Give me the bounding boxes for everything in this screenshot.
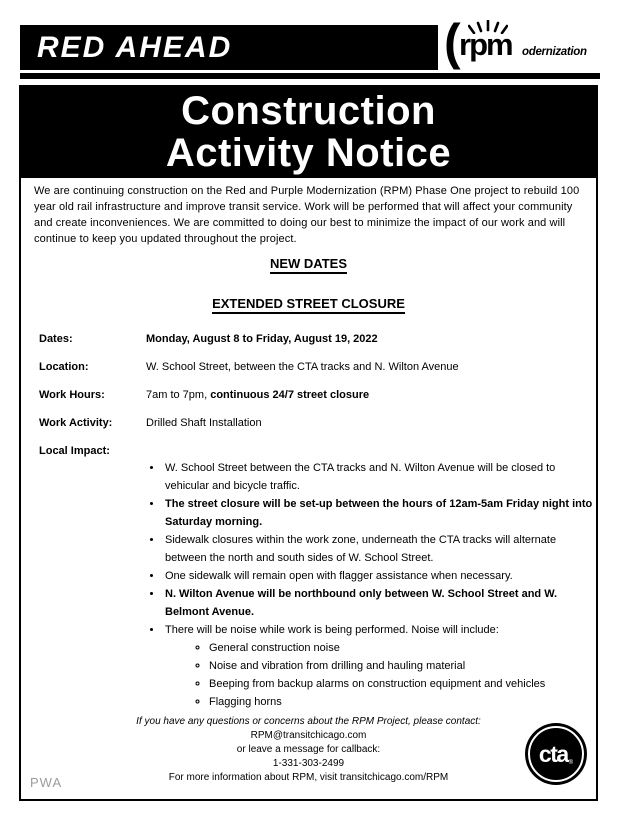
- impact-item: • One sidewalk will remain open with flagger assistance when necessary.: [163, 567, 593, 585]
- header-rule: [20, 73, 600, 79]
- red-ahead-logo: RED AHEAD: [37, 30, 233, 64]
- notice-title-banner: [21, 87, 596, 178]
- noise-item: ◦ General construction noise: [209, 639, 593, 657]
- heading-new-dates: NEW DATES: [21, 256, 596, 271]
- notice-title-line2: Activity Notice: [165, 131, 452, 175]
- contact-email: RPM@transitchicago.com: [250, 730, 367, 741]
- noise-sub-list: [165, 639, 593, 711]
- field-work-hours: [39, 389, 586, 402]
- impact-item: • Sidewalk closures within the work zone, underneath the CTA tracks will alternate between the north and south sides of W. School Street.: [163, 531, 593, 567]
- field-label: Local Impact:: [39, 445, 110, 457]
- cta-wordmark: cta: [538, 740, 568, 767]
- cta-logo: [525, 723, 587, 785]
- contact-phone: 1-331-303-2499: [272, 758, 345, 769]
- pwa-watermark: PWA: [30, 775, 63, 790]
- contact-intro: If you have any questions or concerns about the RPM Project, please contact:: [136, 716, 481, 727]
- cta-ring: [528, 726, 584, 782]
- noise-item: ◦ Beeping from backup alarms on construction equipment and vehicles: [209, 675, 593, 693]
- field-label: Work Hours:: [39, 389, 105, 401]
- notice-title-line1: Construction: [181, 89, 436, 133]
- field-label: Work Activity:: [39, 417, 113, 429]
- impact-list: [21, 459, 593, 711]
- field-value: 7am to 7pm, continuous 24/7 street closure: [146, 389, 370, 401]
- intro-paragraph: We are continuing construction on the Red and Purple Modernization (RPM) Phase One project to rebuild 100 year old rail infrastructure and improve transit service. Work will be performed that will affect your community and create inconveniences. We are committed to doing our best to minimize the impact of our work and will continue to keep you updated throughout the project.: [34, 185, 580, 245]
- detail-fields: [39, 333, 586, 473]
- field-label: Location:: [39, 361, 89, 373]
- field-location: [39, 361, 586, 374]
- impact-item-noise: • There will be noise while work is being performed. Noise will include: ◦ General construction noise ◦ Noise and vibration from drilling and hauling material ◦ Beeping from backup alarms on construction equipment and vehicles ◦ Flagging horns: [163, 621, 593, 711]
- notice-body: [19, 85, 598, 801]
- field-label: Dates:: [39, 333, 73, 345]
- noise-item: ◦ Noise and vibration from drilling and hauling material: [209, 657, 593, 675]
- more-info: For more information about RPM, visit transitchicago.com/RPM: [168, 772, 449, 783]
- rpm-modernization-suffix: odernization: [522, 46, 587, 58]
- field-value: Drilled Shaft Installation: [146, 417, 262, 429]
- registered-mark-icon: ®: [568, 760, 574, 766]
- impact-item: • W. School Street between the CTA tracks and N. Wilton Avenue will be closed to vehicular and bicycle traffic.: [163, 459, 593, 495]
- callback-label: or leave a message for callback:: [236, 744, 381, 755]
- heading-extended-street-closure: EXTENDED STREET CLOSURE: [21, 296, 596, 311]
- field-local-impact: [39, 445, 586, 458]
- red-ahead-banner: [20, 25, 438, 70]
- field-value: Monday, August 8 to Friday, August 19, 2022: [146, 333, 378, 345]
- footer-contact: [21, 715, 596, 785]
- field-work-activity: [39, 417, 586, 430]
- rpm-wordmark: rpm: [459, 27, 512, 62]
- impact-item: • The street closure will be set-up between the hours of 12am-5am Friday night into Saturday morning.: [163, 495, 593, 531]
- field-value: W. School Street, between the CTA tracks and N. Wilton Avenue: [146, 361, 459, 373]
- field-dates: [39, 333, 586, 346]
- rpm-paren-arc: (: [444, 14, 461, 70]
- noise-item: ◦ Flagging horns: [209, 693, 593, 711]
- impact-item: • N. Wilton Avenue will be northbound only between W. School Street and W. Belmont Avenue.: [163, 585, 593, 621]
- rpm-modernization-logo: [444, 14, 600, 72]
